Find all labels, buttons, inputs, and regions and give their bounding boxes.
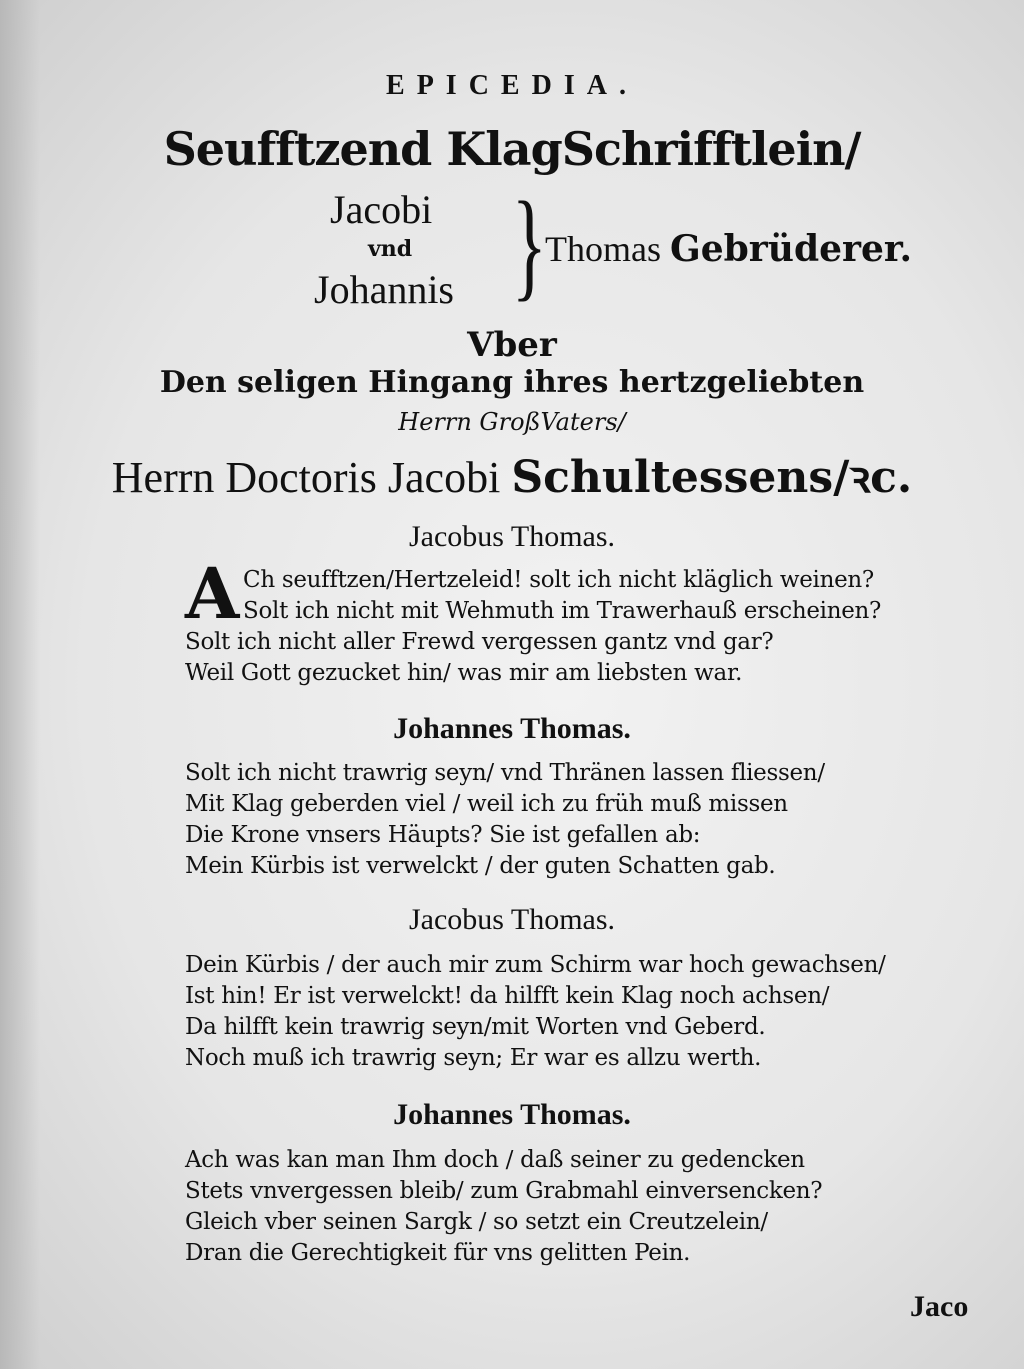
verse-line: Stets vnvergessen bleib/ zum Grabmahl einversencken? — [185, 1178, 823, 1204]
verse-line: Solt ich nicht trawrig seyn/ vnd Thränen lassen fliessen/ — [185, 760, 825, 786]
verse-line: Weil Gott gezucket hin/ was mir am liebsten war. — [185, 660, 743, 686]
page-title: Seufftzend KlagSchrifftlein/ — [163, 122, 861, 176]
verse-line: Solt ich nicht mit Wehmuth im Trawerhauß erscheinen? — [243, 598, 882, 624]
verse-line: Noch muß ich trawrig seyn; Er war es allzu werth. — [185, 1045, 762, 1071]
stanza — [185, 758, 945, 882]
dedication-relation: Herrn GroßVaters/ — [398, 408, 626, 436]
author-first: Jacobi — [330, 187, 433, 232]
stanza — [185, 552, 945, 689]
verse-line: Gleich vber seinen Sargk / so setzt ein Creutzelein/ — [185, 1209, 768, 1235]
stanza — [185, 950, 945, 1074]
speaker-heading: Johannes Thomas. — [393, 712, 631, 745]
doctor-prefix: Herrn Doctoris Jacobi — [111, 453, 501, 502]
verse-line: Ach was kan man Ihm doch / daß seiner zu gedencken — [185, 1147, 805, 1173]
author-conjunction: vnd — [368, 236, 413, 262]
family-surname: Thomas — [545, 229, 661, 269]
catchword: Jaco — [910, 1290, 969, 1323]
brace-glyph: } — [511, 177, 547, 312]
drop-cap: A — [185, 552, 240, 635]
author-second: Johannis — [314, 267, 454, 312]
verse-line: Mit Klag geberden viel / weil ich zu früh muß missen — [185, 791, 788, 817]
dedication-doctor — [0, 445, 1024, 505]
verse-line: Da hilfft kein trawrig seyn/mit Worten vnd Geberd. — [185, 1014, 766, 1040]
doctor-name: Schultessens/ꝛc. — [511, 452, 913, 503]
speaker-heading: Jacobus Thomas. — [408, 520, 616, 553]
verse-line: Mein Kürbis ist verwelckt / der guten Schatten gab. — [185, 853, 776, 879]
speaker-heading: Jacobus Thomas. — [408, 903, 616, 936]
dedication-over: Vber — [467, 325, 557, 365]
verse-line: Dein Kürbis / der auch mir zum Schirm war hoch gewachsen/ — [185, 952, 886, 978]
verse-line-text: Ch seufftzen/Hertzeleid! solt ich nicht kläglich weinen? — [243, 567, 874, 593]
verse-line: Die Krone vnsers Häupts? Sie ist gefallen ab: — [185, 822, 701, 848]
verse-line: Solt ich nicht aller Frewd vergessen gantz vnd gar? — [185, 629, 774, 655]
dedication-deceased-line: Den seligen Hingang ihres hertzgeliebten — [159, 365, 865, 400]
stanza — [185, 1145, 945, 1269]
verse-line: Dran die Gerechtigkeit für vns gelitten Pein. — [185, 1240, 691, 1266]
page-gutter-shadow — [0, 0, 40, 1369]
running-head: EPICEDIA. — [386, 70, 638, 101]
family-suffix: Gebrüderer. — [669, 228, 913, 270]
speaker-heading: Johannes Thomas. — [393, 1098, 631, 1131]
verse-line: Ist hin! Er ist verwelckt! da hilfft kein Klag noch achsen/ — [185, 983, 830, 1009]
authors-block — [310, 177, 913, 316]
family-name — [545, 228, 912, 270]
